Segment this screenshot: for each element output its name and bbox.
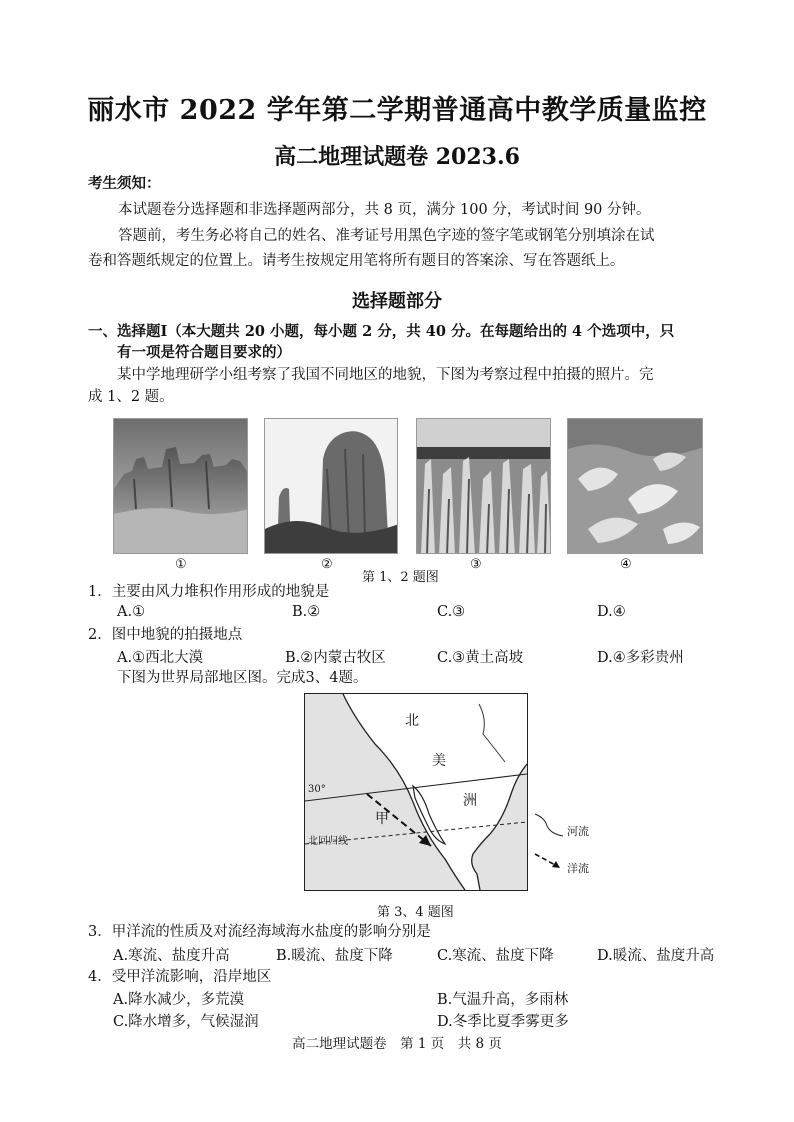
q1-option-c[interactable]: C.③ (437, 604, 466, 620)
q2-option-b[interactable]: B.②内蒙古牧区 (285, 650, 386, 666)
notice-line-2: 答题前，考生务必将自己的姓名、准考证号用黑色字迹的签字笔或钢笔分别填涂在试 (118, 228, 655, 244)
photos-caption: 第 1、2 题图 (362, 570, 439, 585)
photo-3 (416, 418, 551, 554)
q2-option-d[interactable]: D.④多彩贵州 (597, 650, 684, 666)
part1-intro-line1: 某中学地理研学小组考察了我国不同地区的地貌，下图为考察过程中拍摄的照片。完 (117, 367, 654, 383)
q4-option-c[interactable]: C.降水增多，气候湿润 (113, 1014, 259, 1030)
section-title: 选择题部分 (352, 291, 442, 312)
photo-label-2: ② (321, 557, 333, 572)
photo-2 (264, 418, 398, 554)
map-caption: 第 3、4 题图 (377, 905, 454, 920)
part1-heading-line1: 一、选择题Ⅰ（本大题共 20 小题，每小题 2 分，共 40 分。在每题给出的 4 个选项中，只 (88, 323, 675, 340)
eroded-mesa-photo-icon (114, 419, 248, 554)
photo-label-3: ③ (470, 557, 482, 572)
q4-option-d[interactable]: D.冬季比夏季雾更多 (437, 1014, 569, 1030)
q2-stem: 2．图中地貌的拍摄地点 (88, 627, 243, 643)
photo-label-4: ④ (620, 557, 632, 572)
legend-current: 洋流 (567, 862, 589, 875)
q1-option-b[interactable]: B.② (292, 604, 321, 620)
map-tropic-label: 北回归线 (308, 836, 348, 847)
map-label-zhou: 洲 (463, 793, 477, 809)
part1-heading-line2: 有一项是符合题目要求的） (117, 344, 291, 361)
legend-river: 河流 (567, 825, 589, 838)
notice-line-1: 本试题卷分选择题和非选择题两部分，共 8 页，满分 100 分，考试时间 90 分钟。 (118, 202, 651, 218)
photo-label-1: ① (175, 557, 187, 572)
q4-stem: 4．受甲洋流影响，沿岸地区 (88, 969, 272, 985)
map-label-north: 北 (405, 713, 419, 729)
q3-option-a[interactable]: A.寒流、盐度升高 (113, 948, 230, 964)
q2-option-a[interactable]: A.①西北大漠 (117, 650, 204, 666)
exam-title: 丽水市 2022 学年第二学期普通高中教学质量监控 (87, 95, 707, 126)
page-footer: 高二地理试题卷 第 1 页 共 8 页 (292, 1036, 502, 1052)
photo-4 (567, 418, 703, 554)
q3-option-d[interactable]: D.暖流、盐度升高 (597, 948, 715, 964)
part1-intro-line2: 成 1、2 题。 (88, 389, 174, 405)
stone-forest-photo-icon (417, 419, 551, 554)
danxia-cliff-photo-icon (265, 419, 398, 554)
q4-option-a[interactable]: A.降水减少，多荒漠 (113, 992, 245, 1008)
notice-line-3: 卷和答题纸规定的位置上。请考生按规定用笔将所有题目的答案涂、写在答题纸上。 (88, 253, 625, 269)
q3-option-b[interactable]: B.暖流、盐度下降 (276, 948, 393, 964)
q1-option-d[interactable]: D.④ (597, 604, 626, 620)
map-label-mei: 美 (432, 753, 446, 769)
exam-subtitle: 高二地理试题卷 2023.6 (274, 144, 520, 170)
map-label-jia: 甲 (375, 811, 389, 827)
sand-dune-photo-icon (568, 419, 703, 554)
river-legend-icon (535, 814, 563, 836)
q1-option-a[interactable]: A.① (117, 604, 146, 620)
photo-1 (113, 418, 248, 554)
map-lat-30: 30° (308, 784, 326, 795)
q1-stem: 1．主要由风力堆积作用形成的地貌是 (88, 584, 330, 600)
q3-stem: 3．甲洋流的性质及对流经海域海水盐度的影响分别是 (88, 924, 431, 940)
q3-option-c[interactable]: C.寒流、盐度下降 (437, 948, 554, 964)
q2-option-c[interactable]: C.③黄土高坡 (437, 650, 524, 666)
world-region-map (304, 693, 528, 891)
legend-icons (533, 812, 565, 870)
q4-option-b[interactable]: B.气温升高，多雨林 (437, 992, 569, 1008)
notice-heading: 考生须知： (88, 175, 161, 192)
map-intro: 下图为世界局部地区图。完成3、4题。 (117, 670, 368, 686)
current-legend-icon (535, 854, 557, 866)
